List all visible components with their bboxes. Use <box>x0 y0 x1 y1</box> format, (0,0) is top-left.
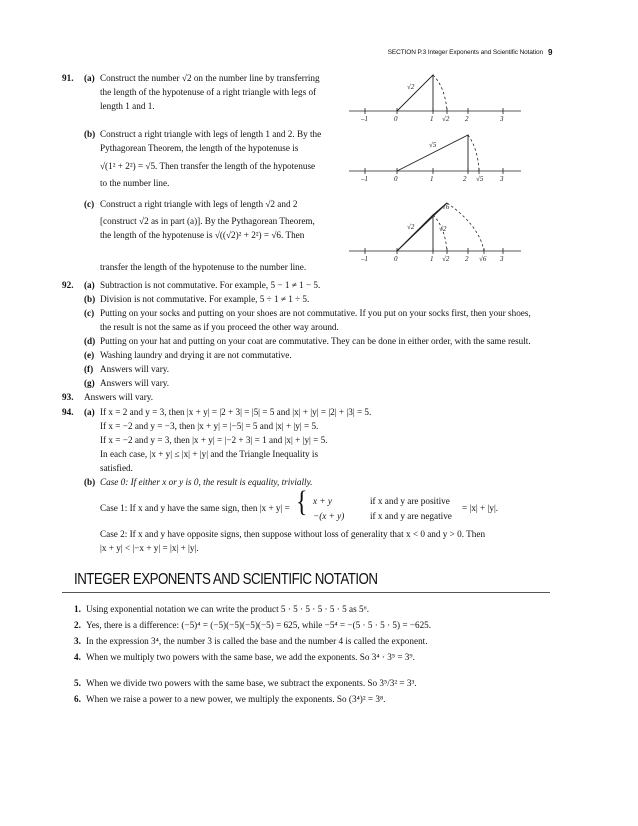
item-number: 6. <box>74 694 81 704</box>
case1-top-expression: x + y <box>313 496 332 506</box>
problem-91c-line: [construct √2 as in part (a)]. By the Pythagorean Theorem, <box>100 216 315 226</box>
problem-94-number: 94. <box>62 407 74 417</box>
tick-label: –1 <box>361 115 368 123</box>
tick-label: √6 <box>479 255 487 263</box>
arc <box>433 75 447 111</box>
problem-94b-case1-lead: Case 1: If x and y have the same sign, then |x + y| = <box>100 503 290 513</box>
tick-label: 0 <box>394 255 398 263</box>
problem-92-number: 92. <box>62 280 74 290</box>
problem-94a-label: (a) <box>84 407 95 417</box>
problem-94a-line: satisfied. <box>100 463 133 473</box>
item-text: In the expression 3⁴, the number 3 is called the base and the number 4 is called the exponent. <box>86 636 428 646</box>
problem-92-label: (a) <box>84 280 95 290</box>
page-number: 9 <box>548 48 553 57</box>
problem-92-label: (d) <box>84 336 96 346</box>
problem-94b-case2-line: |x + y| < |−x + y| = |x| + |y|. <box>100 543 199 553</box>
problem-92-label: (c) <box>84 308 95 318</box>
problem-91a-line: the length of the hypotenuse of a right triangle with legs of <box>100 87 317 97</box>
problem-94a-line: In each case, |x + y| ≤ |x| + |y| and the Triangle Inequality is <box>100 449 319 459</box>
figure-sqrt5-number-line <box>345 125 525 185</box>
item-number: 3. <box>74 636 81 646</box>
tick-label: 2 <box>463 175 467 183</box>
hypotenuse-label: √2 <box>407 83 415 91</box>
item-number: 5. <box>74 678 81 688</box>
tick-label: 2 <box>465 115 469 123</box>
arc-sqrt2 <box>433 215 447 251</box>
problem-92-text: Subtraction is not commutative. For example, 5 − 1 ≠ 1 − 5. <box>100 280 321 290</box>
item-text: When we multiply two powers with the same base, we add the exponents. So 3⁴ · 3⁵ = 3⁹. <box>86 652 415 662</box>
running-header: SECTION P.3 Integer Exponents and Scientific Notation <box>387 49 543 56</box>
problem-92-label: (e) <box>84 350 95 360</box>
problem-91b-line: √(1² + 2²) = √5. Then transfer the length of the hypotenuse <box>100 161 316 171</box>
problem-91b-line: Construct a right triangle with legs of length 1 and 2. By the <box>100 129 322 139</box>
problem-94a-line: If x = −2 and y = 3, then |x + y| = |−2 + 3| = 1 and |x| + |y| = 5. <box>100 435 328 445</box>
problem-91c-line: Construct a right triangle with legs of length √2 and 2 <box>100 199 298 209</box>
tick-label: 0 <box>394 175 398 183</box>
problem-93-number: 93. <box>62 392 74 402</box>
left-brace: { <box>296 485 308 519</box>
hypotenuse-label: √6 <box>442 203 450 211</box>
problem-92-text: Putting on your socks and putting on your shoes are not commutative. If you put on your socks first, then your shoes, <box>100 308 531 318</box>
problem-94b-case2-line: Case 2: If x and y have opposite signs, then suppose without loss of generality that x < 0 and y > 0. Then <box>100 529 486 539</box>
case1-top-condition: if x and y are positive <box>370 496 450 506</box>
problem-91c-line: the length of the hypotenuse is √((√2)² + 2²) = √6. Then <box>100 230 305 240</box>
item-number: 2. <box>74 620 81 630</box>
section-rule <box>62 592 550 593</box>
problem-92-text: Putting on your hat and putting on your coat are commutative. They can be done in either order, with the same result. <box>100 336 531 346</box>
problem-94a-line: If x = 2 and y = 3, then |x + y| = |2 + 3| = |5| = 5 and |x| + |y| = |2| + |3| = 5. <box>100 407 372 417</box>
arc-sqrt6 <box>447 203 484 251</box>
problem-91b-line: to the number line. <box>100 178 170 188</box>
problem-91a-label: (a) <box>84 73 95 83</box>
problem-92-label: (b) <box>84 294 96 304</box>
item-text: Yes, there is a difference: (−5)⁴ = (−5)(−5)(−5)(−5) = 625, while −5⁴ = −(5 · 5 · 5 · 5) = −625. <box>86 620 432 630</box>
item-number: 1. <box>74 604 81 614</box>
problem-92-label: (g) <box>84 378 95 388</box>
tick-label: 3 <box>500 175 504 183</box>
problem-92-text: Answers will vary. <box>100 378 170 388</box>
problem-91c-label: (c) <box>84 199 95 209</box>
tick-label: √2 <box>442 115 450 123</box>
tick-label: 0 <box>394 115 398 123</box>
item-text: When we divide two powers with the same base, we subtract the exponents. So 3⁵/3² = 3³. <box>86 678 417 688</box>
leg-label: √2 <box>439 225 447 233</box>
item-text: When we raise a power to a new power, we multiply the exponents. So (3⁴)² = 3⁸. <box>86 694 386 704</box>
problem-92-text: Division is not commutative. For example, 5 ÷ 1 ≠ 1 ÷ 5. <box>100 294 310 304</box>
tick-label: 1 <box>430 115 434 123</box>
problem-94b-label: (b) <box>84 477 96 487</box>
problem-91b-line: Pythagorean Theorem, the length of the hypotenuse is <box>100 143 299 153</box>
hypotenuse-label: √5 <box>429 141 437 149</box>
problem-91-number: 91. <box>62 73 74 83</box>
item-number: 4. <box>74 652 81 662</box>
problem-93-text: Answers will vary. <box>84 392 154 402</box>
tick-label: –1 <box>361 175 368 183</box>
figure-sqrt6-number-line <box>345 195 525 265</box>
tick-label: 3 <box>500 255 504 263</box>
item-text: Using exponential notation we can write the product 5 · 5 · 5 · 5 · 5 · 5 as 5⁶. <box>86 604 370 614</box>
case1-bottom-expression: −(x + y) <box>313 511 345 521</box>
problem-92-label: (f) <box>84 364 94 374</box>
problem-92-text: the result is not the same as if you proceed the other way around. <box>100 322 339 332</box>
figure-sqrt2-number-line <box>345 65 525 125</box>
tick-label: 3 <box>500 115 504 123</box>
right-triangle <box>397 75 433 111</box>
section-title: INTEGER EXPONENTS AND SCIENTIFIC NOTATION <box>74 571 378 588</box>
problem-94b-case0: Case 0: If either x or y is 0, the result is equality, trivially. <box>100 477 313 487</box>
tick-label: 1 <box>430 255 434 263</box>
tick-label: –1 <box>361 255 368 263</box>
problem-91a-line: length 1 and 1. <box>100 101 155 111</box>
leg-label: √2 <box>407 223 415 231</box>
problem-91c-line: transfer the length of the hypotenuse to the number line. <box>100 262 307 272</box>
problem-92-text: Answers will vary. <box>100 364 170 374</box>
tick-label: 1 <box>430 175 434 183</box>
case1-bottom-condition: if x and y are negative <box>370 511 452 521</box>
problem-91a-line: Construct the number √2 on the number line by transferring <box>100 73 320 83</box>
tick-label: √2 <box>442 255 450 263</box>
problem-94a-line: If x = −2 and y = −3, then |x + y| = |−5| = 5 and |x| + |y| = 5. <box>100 421 319 431</box>
arc <box>468 135 479 171</box>
problem-91b-label: (b) <box>84 129 96 139</box>
case1-result: = |x| + |y|. <box>462 503 499 513</box>
problem-92-text: Washing laundry and drying it are not commutative. <box>100 350 292 360</box>
tick-label: 2 <box>465 255 469 263</box>
tick-label: √5 <box>476 175 484 183</box>
